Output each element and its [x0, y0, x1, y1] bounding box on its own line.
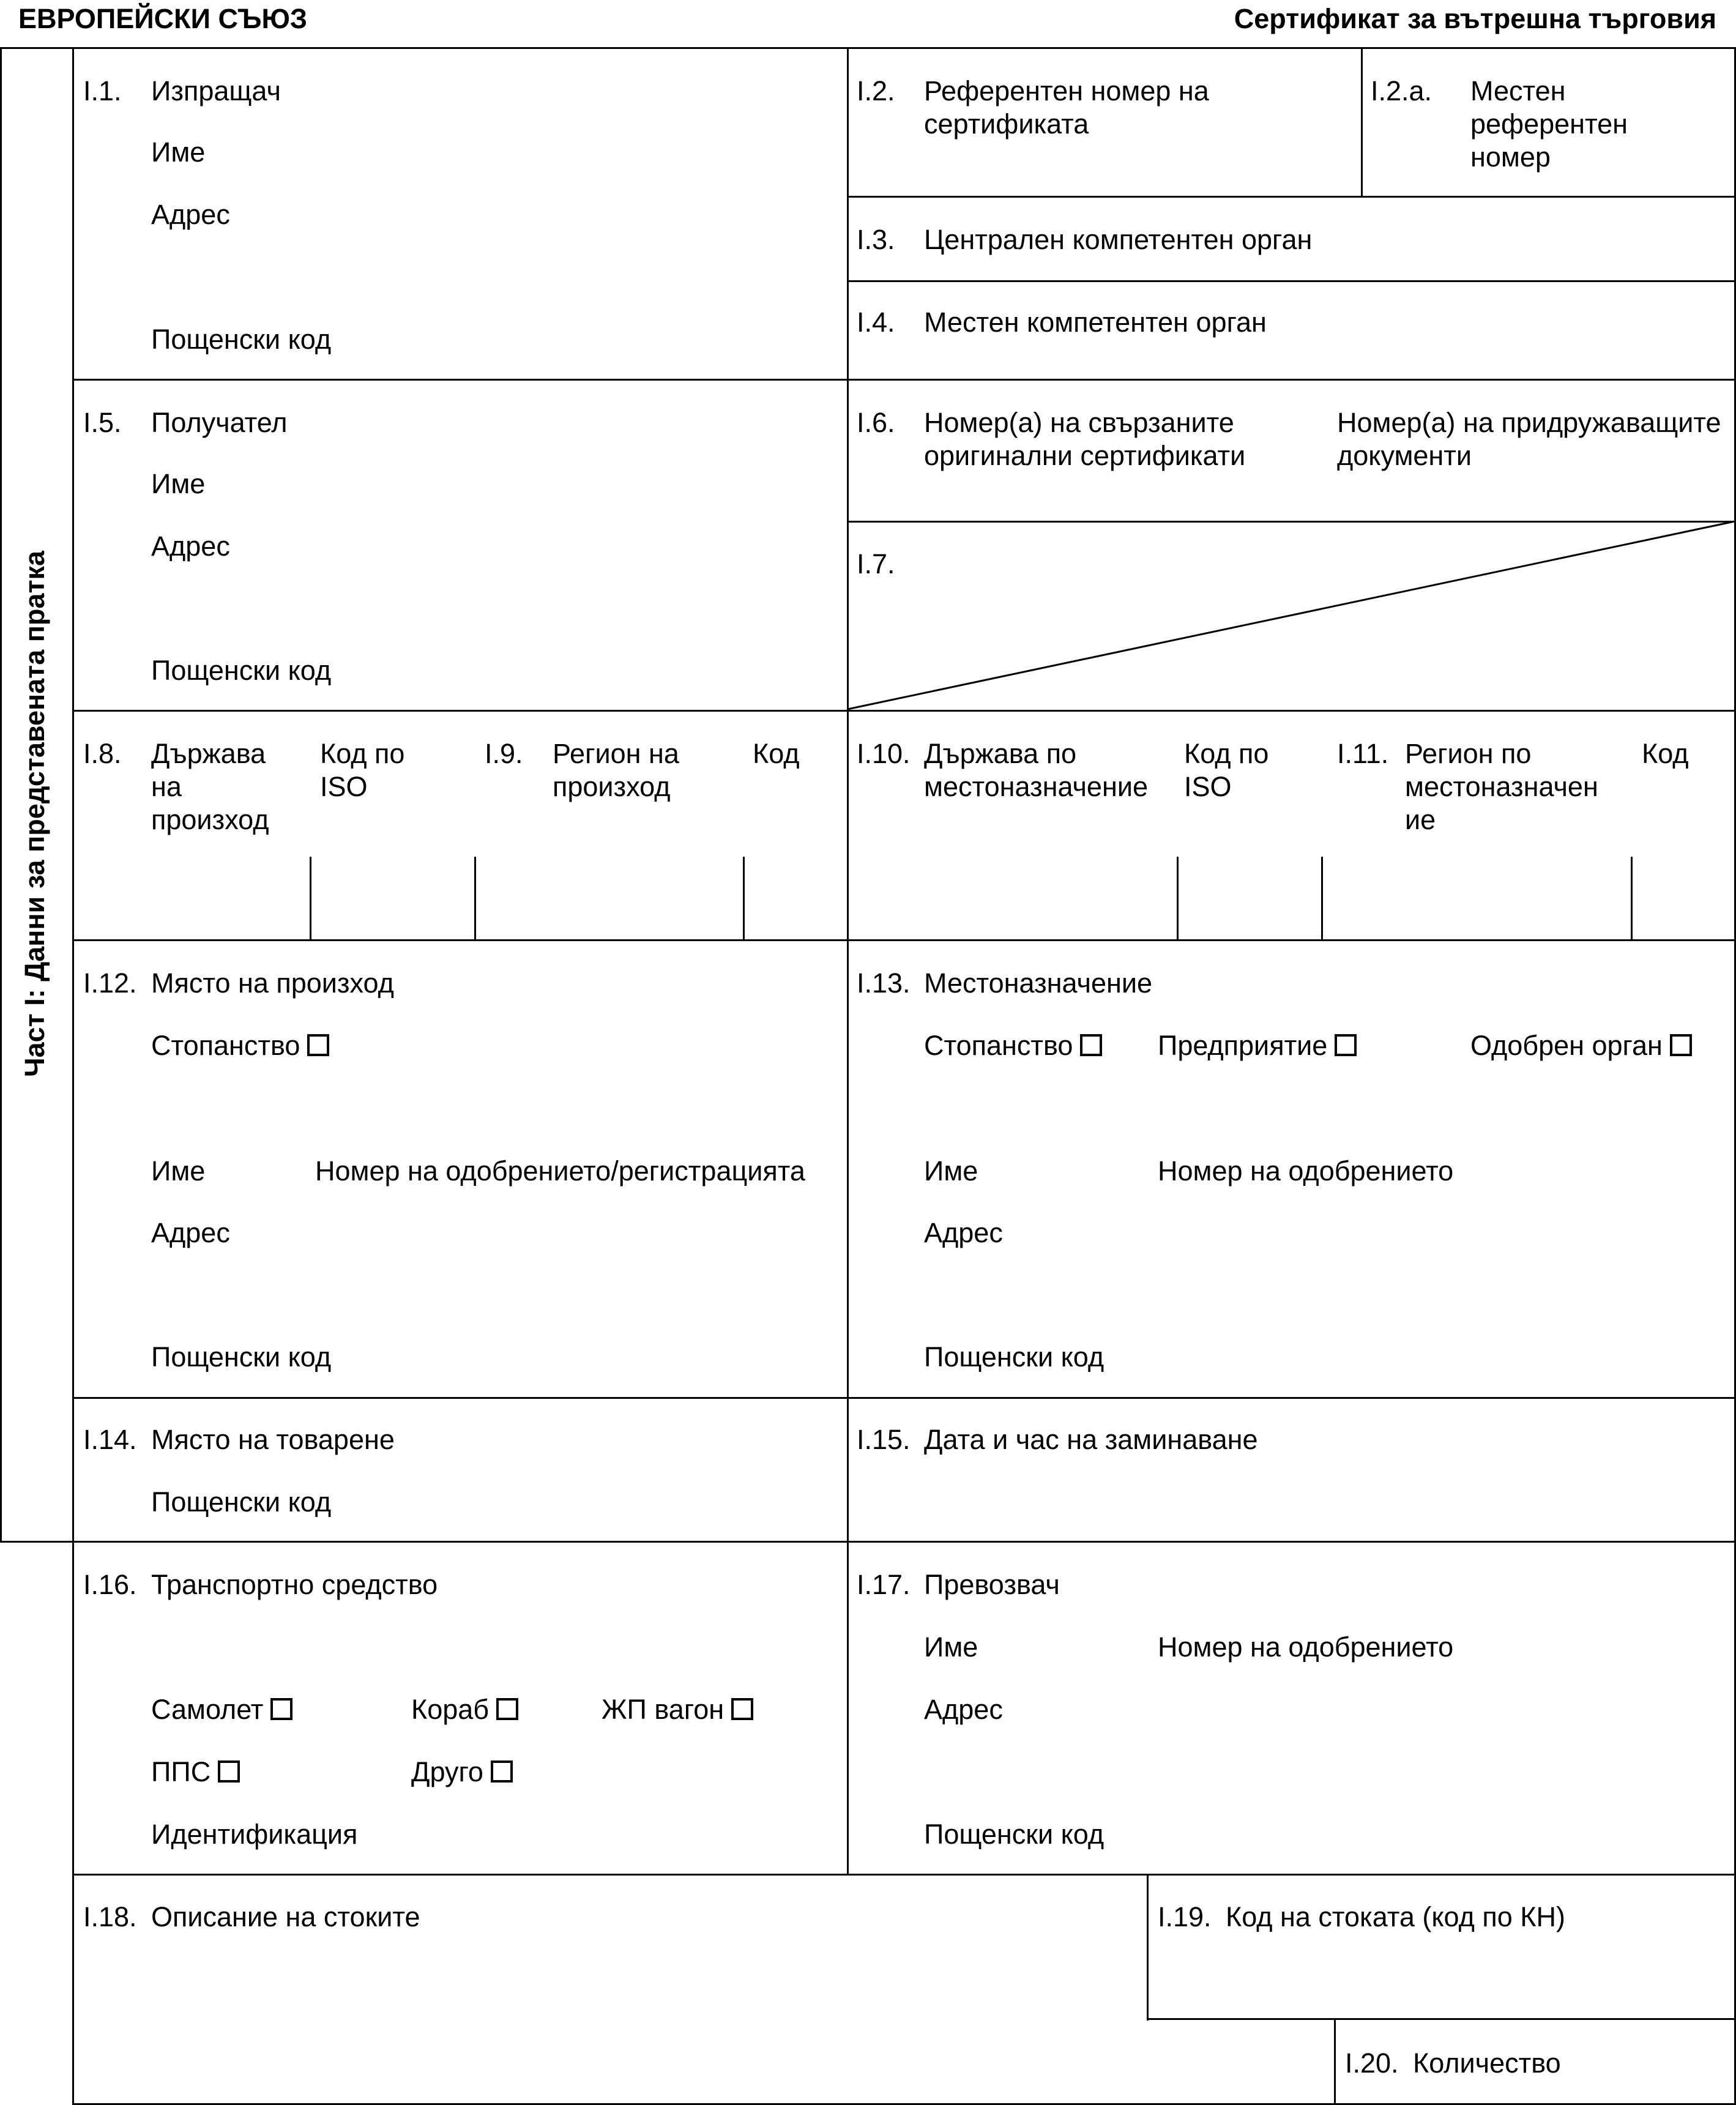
- i13-enterprise-label: Предприятие: [1158, 1030, 1328, 1061]
- i1-name-label: Име: [151, 136, 206, 168]
- i15-number: I.15.: [857, 1424, 911, 1455]
- i3-title: Централен компетентен орган: [924, 224, 1313, 255]
- i16-road-checkbox[interactable]: [218, 1760, 240, 1783]
- i5-number: I.5.: [83, 407, 122, 438]
- i10-number: I.10.: [857, 738, 911, 769]
- i5-title: Получател: [151, 407, 288, 438]
- i1-postal-label: Пощенски код: [151, 324, 332, 355]
- i13-body-checkbox[interactable]: [1670, 1034, 1692, 1056]
- i11-number: I.11.: [1337, 738, 1389, 769]
- i16-rail-label: ЖП вагон: [602, 1694, 725, 1725]
- i10-iso-label: Код по ISO: [1184, 738, 1269, 802]
- i12-number: I.12.: [83, 967, 137, 999]
- i1-number: I.1.: [83, 75, 122, 106]
- i13-enterprise-option: [1158, 1029, 1357, 1062]
- i1-title: Изпращач: [151, 75, 281, 106]
- i12-farm-option: [151, 1029, 329, 1062]
- i12-title: Място на произход: [151, 967, 394, 999]
- i16-plane-option: [151, 1693, 292, 1726]
- i16-other-checkbox[interactable]: [491, 1760, 513, 1783]
- i14-title: Място на товарене: [151, 1424, 395, 1455]
- i7-number: I.7.: [857, 548, 895, 579]
- i2-title: Референтен номер на сертификата: [924, 75, 1209, 140]
- part-label: Част I: Данни за представената пратка: [19, 550, 50, 1077]
- i13-farm-checkbox[interactable]: [1080, 1034, 1102, 1056]
- i8-title: Държава на произход: [151, 738, 269, 835]
- i11-code-label: Код: [1642, 738, 1689, 769]
- i17-postal-label: Пощенски код: [924, 1819, 1105, 1850]
- header-left: ЕВРОПЕЙСКИ СЪЮЗ: [18, 3, 308, 34]
- i17-name-label: Име: [924, 1631, 978, 1663]
- i13-number: I.13.: [857, 967, 911, 999]
- i3-number: I.3.: [857, 224, 895, 255]
- i13-title: Местоназначение: [924, 967, 1153, 999]
- i18-title: Описание на стоките: [151, 1901, 420, 1932]
- i13-address-label: Адрес: [924, 1217, 1003, 1248]
- i18-number: I.18.: [83, 1901, 137, 1932]
- header-right: Сертификат за вътрешна търговия: [1234, 3, 1716, 34]
- i20-number: I.20.: [1345, 2047, 1399, 2079]
- i17-number: I.17.: [857, 1569, 911, 1600]
- i17-title: Превозвач: [924, 1569, 1060, 1600]
- i6-number: I.6.: [857, 407, 895, 438]
- i16-road-option: [151, 1756, 240, 1789]
- i5-address-label: Адрес: [151, 531, 230, 562]
- i16-rail-checkbox[interactable]: [731, 1698, 753, 1720]
- i20-title: Количество: [1413, 2047, 1561, 2079]
- i8-number: I.8.: [83, 738, 122, 769]
- i13-approval-label: Номер на одобрението: [1158, 1155, 1454, 1187]
- i12-farm-label: Стопанство: [151, 1030, 300, 1061]
- i6-title: Номер(а) на свързаните оригинални сертификати: [924, 407, 1246, 471]
- i5-postal-label: Пощенски код: [151, 655, 332, 686]
- i16-title: Транспортно средство: [151, 1569, 438, 1600]
- i12-approval-label: Номер на одобрението/регистрацията: [315, 1155, 805, 1187]
- i10-title: Държава по местоназначение: [924, 738, 1148, 802]
- i13-farm-option: [924, 1029, 1102, 1062]
- i16-ship-checkbox[interactable]: [496, 1698, 518, 1720]
- i5-name-label: Име: [151, 468, 206, 499]
- i2a-title: Местен референтен номер: [1470, 75, 1628, 173]
- i16-plane-checkbox[interactable]: [270, 1698, 292, 1720]
- i16-ident-label: Идентификация: [151, 1819, 358, 1850]
- i13-postal-label: Пощенски код: [924, 1341, 1105, 1373]
- i15-title: Дата и час на заминаване: [924, 1424, 1258, 1455]
- i8-iso-label: Код по ISO: [320, 738, 405, 802]
- i16-plane-label: Самолет: [151, 1694, 264, 1725]
- i4-title: Местен компетентен орган: [924, 307, 1267, 338]
- i16-rail-option: [602, 1693, 753, 1726]
- i13-farm-label: Стопанство: [924, 1030, 1073, 1061]
- i12-farm-checkbox[interactable]: [307, 1034, 329, 1056]
- i12-postal-label: Пощенски код: [151, 1341, 332, 1373]
- i16-road-label: ППС: [151, 1756, 211, 1787]
- i16-ship-label: Кораб: [411, 1694, 490, 1725]
- i12-name-label: Име: [151, 1155, 206, 1187]
- i9-code-label: Код: [753, 738, 800, 769]
- i6-title2: Номер(а) на придружаващите документи: [1337, 407, 1721, 471]
- i9-number: I.9.: [485, 738, 523, 769]
- i16-other-label: Друго: [411, 1756, 483, 1787]
- i16-number: I.16.: [83, 1569, 137, 1600]
- i14-postal-label: Пощенски код: [151, 1486, 332, 1518]
- i1-address-label: Адрес: [151, 199, 230, 230]
- i13-enterprise-checkbox[interactable]: [1335, 1034, 1357, 1056]
- i12-address-label: Адрес: [151, 1217, 230, 1248]
- i13-body-label: Одобрен орган: [1470, 1030, 1663, 1061]
- i17-approval-label: Номер на одобрението: [1158, 1631, 1454, 1663]
- i17-address-label: Адрес: [924, 1694, 1003, 1725]
- i16-other-option: [411, 1756, 513, 1789]
- i14-number: I.14.: [83, 1424, 137, 1455]
- i13-body-option: [1470, 1029, 1692, 1062]
- i2-number: I.2.: [857, 75, 895, 106]
- i13-name-label: Име: [924, 1155, 978, 1187]
- i4-number: I.4.: [857, 307, 895, 338]
- i19-title: Код на стоката (код по КН): [1226, 1901, 1565, 1932]
- i2a-number: I.2.a.: [1371, 75, 1432, 106]
- i16-ship-option: [411, 1693, 518, 1726]
- i19-number: I.19.: [1158, 1901, 1212, 1932]
- i9-title: Регион на произход: [553, 738, 679, 802]
- i11-title: Регион по местоназначен ие: [1405, 738, 1598, 835]
